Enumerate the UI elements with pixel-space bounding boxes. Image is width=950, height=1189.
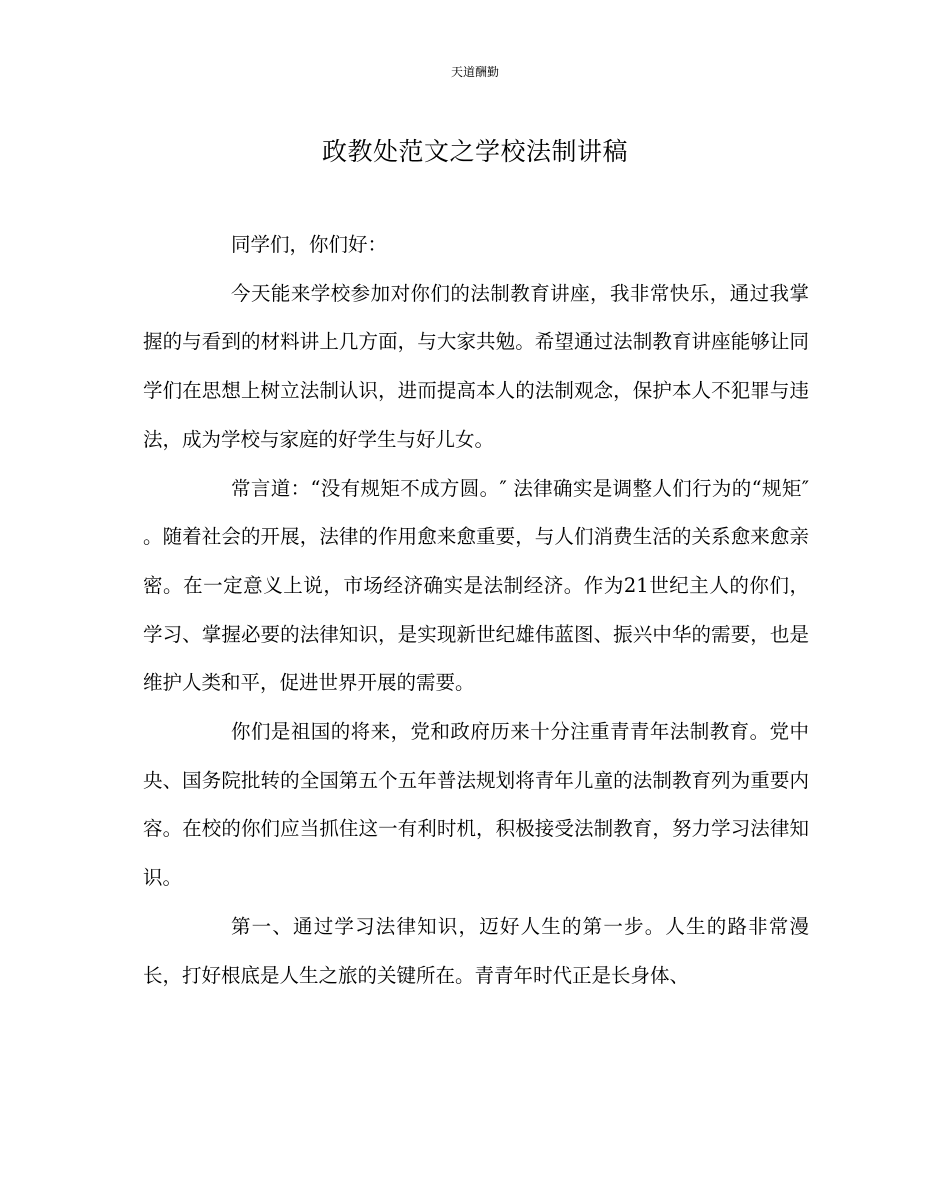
paragraph-greeting: 同学们，你们好： [231, 233, 388, 256]
paragraph: 你们是祖国的将来，党和政府历来十分注重青青年法制教育。党中央、国务院批转的全国第五个五年普法规划将青年儿童的法制教育列为重要内容。在校的你们应当抓住这一有利时机，积极接受法制教育，努力学习法律知识。 [143, 720, 809, 890]
document-body [143, 221, 809, 1000]
page-header: 天道酬勤 [450, 65, 499, 79]
paragraph: 今天能来学校参加对你们的法制教育讲座，我非常快乐，通过我掌握的与看到的材料讲上几方面，与大家共勉。希望通过法制教育讲座能够让同学们在思想上树立法制认识，进而提高本人的法制观念，保护本人不犯罪与违法，成为学校与家庭的好学生与好儿女。 [143, 281, 809, 451]
document-title: 政教处范文之学校法制讲稿 [321, 137, 628, 166]
paragraph: 常言道：“没有规矩不成方圆。″ 法律确实是调整人们行为的“规矩″ 。随着社会的开展，法律的作用愈来愈重要，与人们消费生活的关系愈来愈亲密。在一定意义上说，市场经济确实是法制经济。作为21世纪主人的你们，学习、掌握必要的法律知识，是实现新世纪雄伟蓝图、振兴中华的需要，也是维护人类和平，促进世界开展的需要。 [143, 476, 809, 695]
paragraph: 第一、通过学习法律知识，迈好人生的第一步。人生的路非常漫长，打好根底是人生之旅的关键所在。青青年时代正是长身体、 [143, 914, 809, 987]
